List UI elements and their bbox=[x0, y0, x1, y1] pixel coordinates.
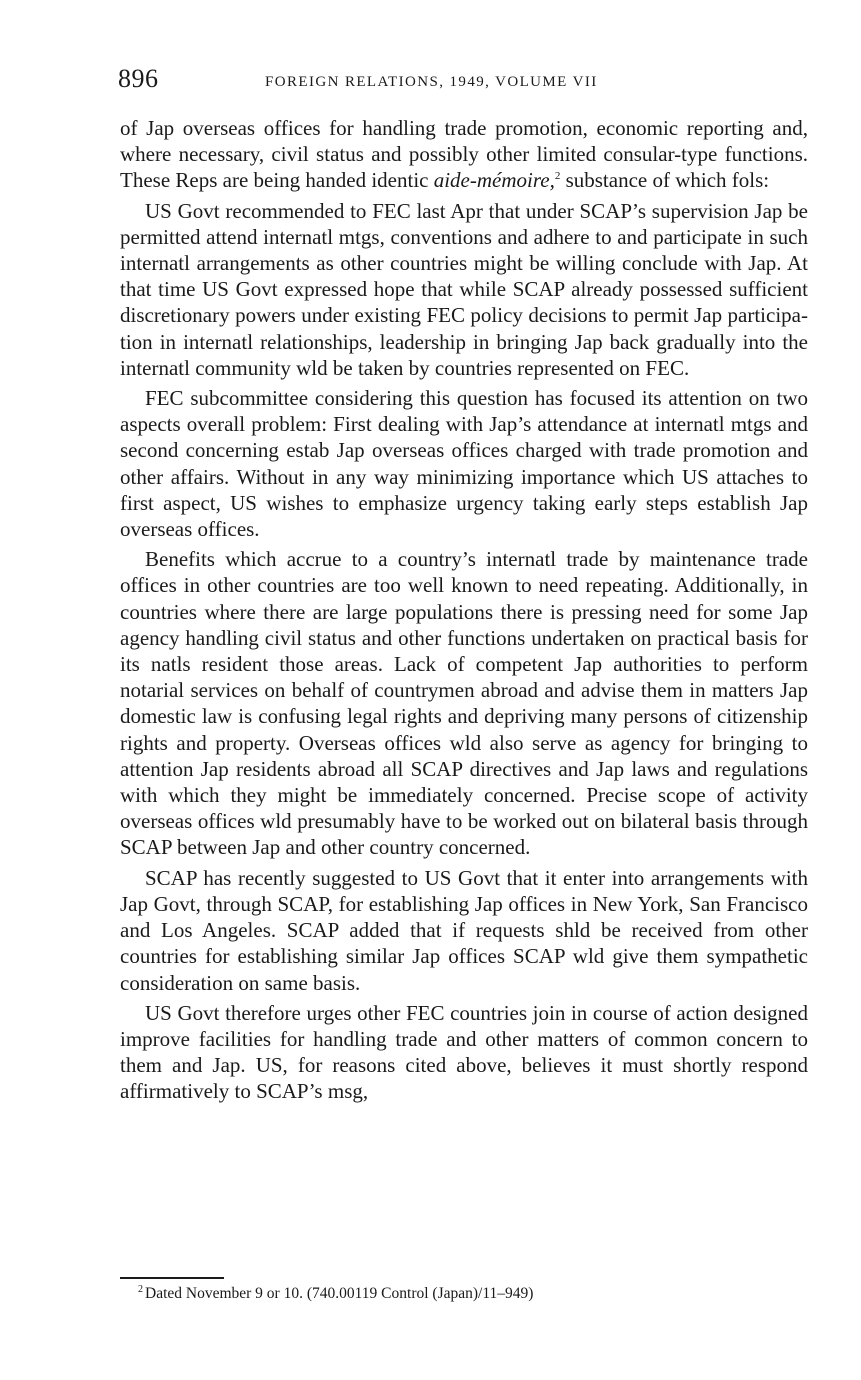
paragraph-5: SCAP has recently suggested to US Govt that it enter into arrangements with Jap Govt, through SCAP, for establishing Jap offices in New York, San Francisco and Los Angeles. SCAP added that if requests shld be received from other countries for establishing similar Jap offices SCAP wld give them sympathetic consideration on same basis. bbox=[120, 865, 808, 995]
aide-memoire-term: aide-mémoire, bbox=[433, 168, 555, 193]
paragraph-6: US Govt therefore urges other FEC countries join in course of action designed improve facilities for handling trade and other matters of common concern to them and Jap. US, for reasons cited above, believes it must shortly respond affirmatively to SCAP’s msg, bbox=[120, 1000, 808, 1104]
running-head: FOREIGN RELATIONS, 1949, VOLUME VII bbox=[265, 74, 598, 90]
paragraph-2: US Govt recommended to FEC last Apr that under SCAP’s supervision Jap be permitted attend internatl mtgs, conventions and adhere to and participate in such internatl arrangements as other countries might be willing conclude with Jap. At that time US Govt expressed hope that while SCAP already possessed sufficient discretionary powers under existing FEC policy decisions to permit Jap participation in internatl relationships, leadership in bringing Jap back gradually into the internatl community wld be taken by countries represented on FEC. bbox=[120, 198, 808, 380]
body-text bbox=[120, 115, 808, 1109]
footnote-divider bbox=[120, 1277, 224, 1279]
paragraph-1 bbox=[120, 115, 808, 194]
paragraph-1-tail: substance of which fols: bbox=[560, 168, 770, 193]
paragraph-1-text: of Jap overseas offices for handling trade promotion, economic reporting and, where necessary, civil status and possibly other limited consular-type functions. These Reps are being handed identic bbox=[120, 116, 808, 193]
paragraph-4: Benefits which accrue to a country’s internatl trade by maintenance trade offices in other countries are too well known to need repeating. Additionally, in countries where there are large populations there is pressing need for some Jap agency handling civil status and other functions undertaken on practical basis for its natls resident those areas. Lack of competent Jap authorities to perform notarial services on behalf of countrymen abroad and advise them in matters Jap domestic law is confusing legal rights and depriving many persons of citizenship rights and property. Overseas offices wld also serve as agency for bringing to attention Jap residents abroad all SCAP directives and Jap laws and regulations with which they might be immediately concerned. Precise scope of activity overseas offices wld presumably have to be worked out on bilateral basis through SCAP between Jap and other country concerned. bbox=[120, 547, 808, 860]
page-number: 896 bbox=[118, 64, 159, 93]
paragraph-3: FEC subcommittee considering this question has focused its attention on two aspects overall problem: First dealing with Jap’s attendance at internatl mtgs and second concerning estab Jap overseas offices charged with trade promotion and other affairs. Without in any way minimizing importance which US attaches to first aspect, US wishes to emphasize urgency taking early steps establish Jap overseas offices. bbox=[120, 386, 808, 542]
footnote-text: Dated November 9 or 10. (740.00119 Control (Japan)/11–949) bbox=[145, 1285, 534, 1302]
footnote bbox=[138, 1284, 808, 1304]
footnote-mark: 2 bbox=[138, 1283, 143, 1295]
page-header bbox=[118, 64, 808, 98]
footnote-reference: 2 bbox=[554, 170, 561, 183]
